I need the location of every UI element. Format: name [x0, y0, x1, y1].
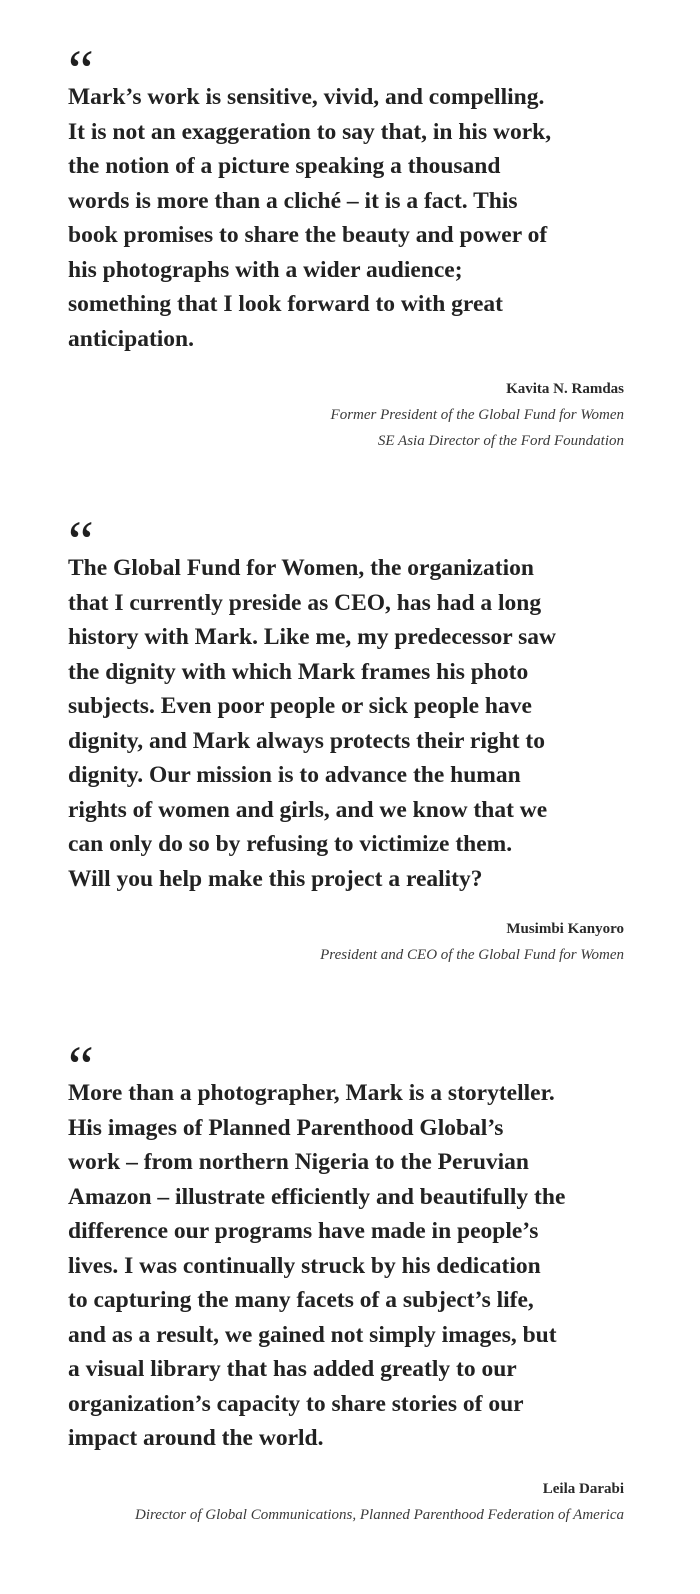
- author-name: Musimbi Kanyoro: [506, 921, 624, 937]
- quote-line: Mark’s work is sensitive, vivid, and compelling.: [68, 84, 545, 110]
- quote-text: [68, 80, 628, 356]
- quote-text: [68, 1076, 628, 1456]
- author-name: Leila Darabi: [542, 1480, 624, 1497]
- quote-line: impact around the world.: [68, 1425, 324, 1451]
- testimonial-1: [68, 38, 628, 454]
- attribution: [68, 376, 624, 454]
- quote-line: to capturing the many facets of a subject’s life,: [68, 1287, 534, 1313]
- open-quote-icon: “: [68, 509, 91, 574]
- open-quote-icon: “: [68, 38, 91, 103]
- author-name: Kavita N. Ramdas: [506, 381, 624, 397]
- quote-line: dignity. Our mission is to advance the human: [68, 762, 521, 788]
- quote-line: Will you help make this project a reality?: [68, 865, 483, 892]
- author-role: President and CEO of the Global Fund for Women: [320, 947, 624, 963]
- author-role: Director of Global Communications, Planned Parenthood Federation of America: [135, 1506, 624, 1523]
- quote-line: His images of Planned Parenthood Global’s: [68, 1114, 504, 1141]
- quote-line: Amazon – illustrate efficiently and beautifully the: [68, 1183, 566, 1210]
- quote-line: can only do so by refusing to victimize them.: [68, 831, 513, 857]
- quote-line: the notion of a picture speaking a thousand: [68, 153, 501, 179]
- quote-line: that I currently preside as CEO, has had a long: [68, 589, 542, 616]
- quote-line: rights of women and girls, and we know that we: [68, 796, 548, 823]
- quote-line: The Global Fund for Women, the organization: [68, 555, 534, 581]
- quote-line: words is more than a cliché – it is a fact. This: [68, 187, 518, 214]
- quote-line: difference our programs have made in people’s: [68, 1218, 539, 1244]
- quote-line: subjects. Even poor people or sick people have: [68, 693, 532, 719]
- quote-line: It is not an exaggeration to say that, in his work,: [68, 118, 552, 145]
- attribution: [68, 916, 624, 968]
- quote-line: dignity, and Mark always protects their right to: [68, 727, 545, 754]
- quote-line: a visual library that has added greatly to our: [68, 1356, 517, 1382]
- open-quote-icon: “: [68, 1034, 91, 1099]
- quote-text: [68, 551, 628, 896]
- quote-line: the dignity with which Mark frames his photo: [68, 658, 529, 685]
- testimonial-3: [68, 1034, 628, 1528]
- quote-line: history with Mark. Like me, my predecessor saw: [68, 624, 557, 650]
- quote-line: something that I look forward to with great: [68, 291, 503, 317]
- quote-line: More than a photographer, Mark is a storyteller.: [68, 1080, 555, 1106]
- quote-line: and as a result, we gained not simply images, but: [68, 1321, 557, 1348]
- author-role: SE Asia Director of the Ford Foundation: [377, 433, 624, 449]
- author-role: Former President of the Global Fund for Women: [330, 407, 624, 423]
- testimonial-2: [68, 509, 628, 968]
- quote-line: book promises to share the beauty and power of: [68, 222, 548, 248]
- quote-line: his photographs with a wider audience;: [68, 256, 463, 283]
- quote-line: anticipation.: [68, 325, 195, 352]
- quote-line: lives. I was continually struck by his dedication: [68, 1252, 541, 1279]
- quote-line: organization’s capacity to share stories of our: [68, 1390, 524, 1417]
- quote-line: work – from northern Nigeria to the Peruvian: [68, 1149, 530, 1175]
- attribution: [68, 1476, 624, 1528]
